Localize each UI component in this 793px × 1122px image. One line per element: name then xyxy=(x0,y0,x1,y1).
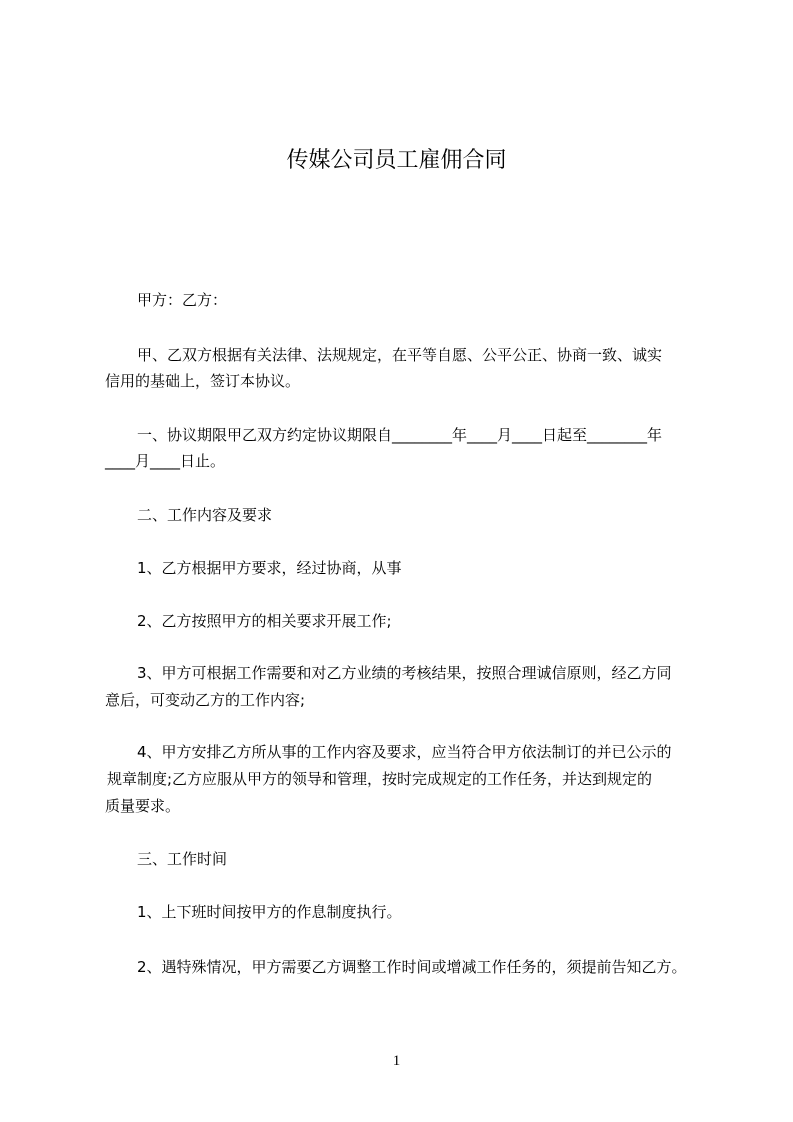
paragraph-line: 甲、乙双方根据有关法律、法规规定，在平等自愿、公平公正、协商一致、诚实 xyxy=(137,346,663,364)
paragraph-line: 质量要求。 xyxy=(105,797,181,815)
list-item: 3、甲方可根据工作需要和对乙方业绩的考核结果，按照合理诚信原则，经乙方同 xyxy=(137,664,672,682)
document-title: 传媒公司员工雇佣合同 xyxy=(286,148,507,173)
section-heading-work-time: 三、工作时间 xyxy=(137,850,228,868)
list-item: 2、遇特殊情况，甲方需要乙方调整工作时间或增减工作任务的，须提前告知乙方。 xyxy=(137,958,687,976)
section-heading-term: 一、协议期限甲乙双方约定协议期限自________年____月____日起至________年 xyxy=(137,426,663,444)
paragraph-line: 意后，可变动乙方的工作内容; xyxy=(105,691,306,709)
list-item: 1、上下班时间按甲方的作息制度执行。 xyxy=(137,903,402,921)
section-heading-work-content: 二、工作内容及要求 xyxy=(137,506,273,524)
list-item: 1、乙方根据甲方要求，经过协商，从事 xyxy=(137,559,402,577)
list-item: 4、甲方安排乙方所从事的工作内容及要求，应当符合甲方依法制订的并已公示的 xyxy=(137,743,672,761)
list-item: 2、乙方按照甲方的相关要求开展工作; xyxy=(137,612,392,630)
paragraph-line: 信用的基础上，签订本协议。 xyxy=(105,372,301,390)
parties-line: 甲方：乙方： xyxy=(137,291,228,309)
page-number: 1 xyxy=(392,1053,401,1069)
paragraph-line: 规章制度;乙方应服从甲方的领导和管理，按时完成规定的工作任务，并达到规定的 xyxy=(107,770,653,788)
paragraph-line: ____月____日止。 xyxy=(105,452,226,470)
